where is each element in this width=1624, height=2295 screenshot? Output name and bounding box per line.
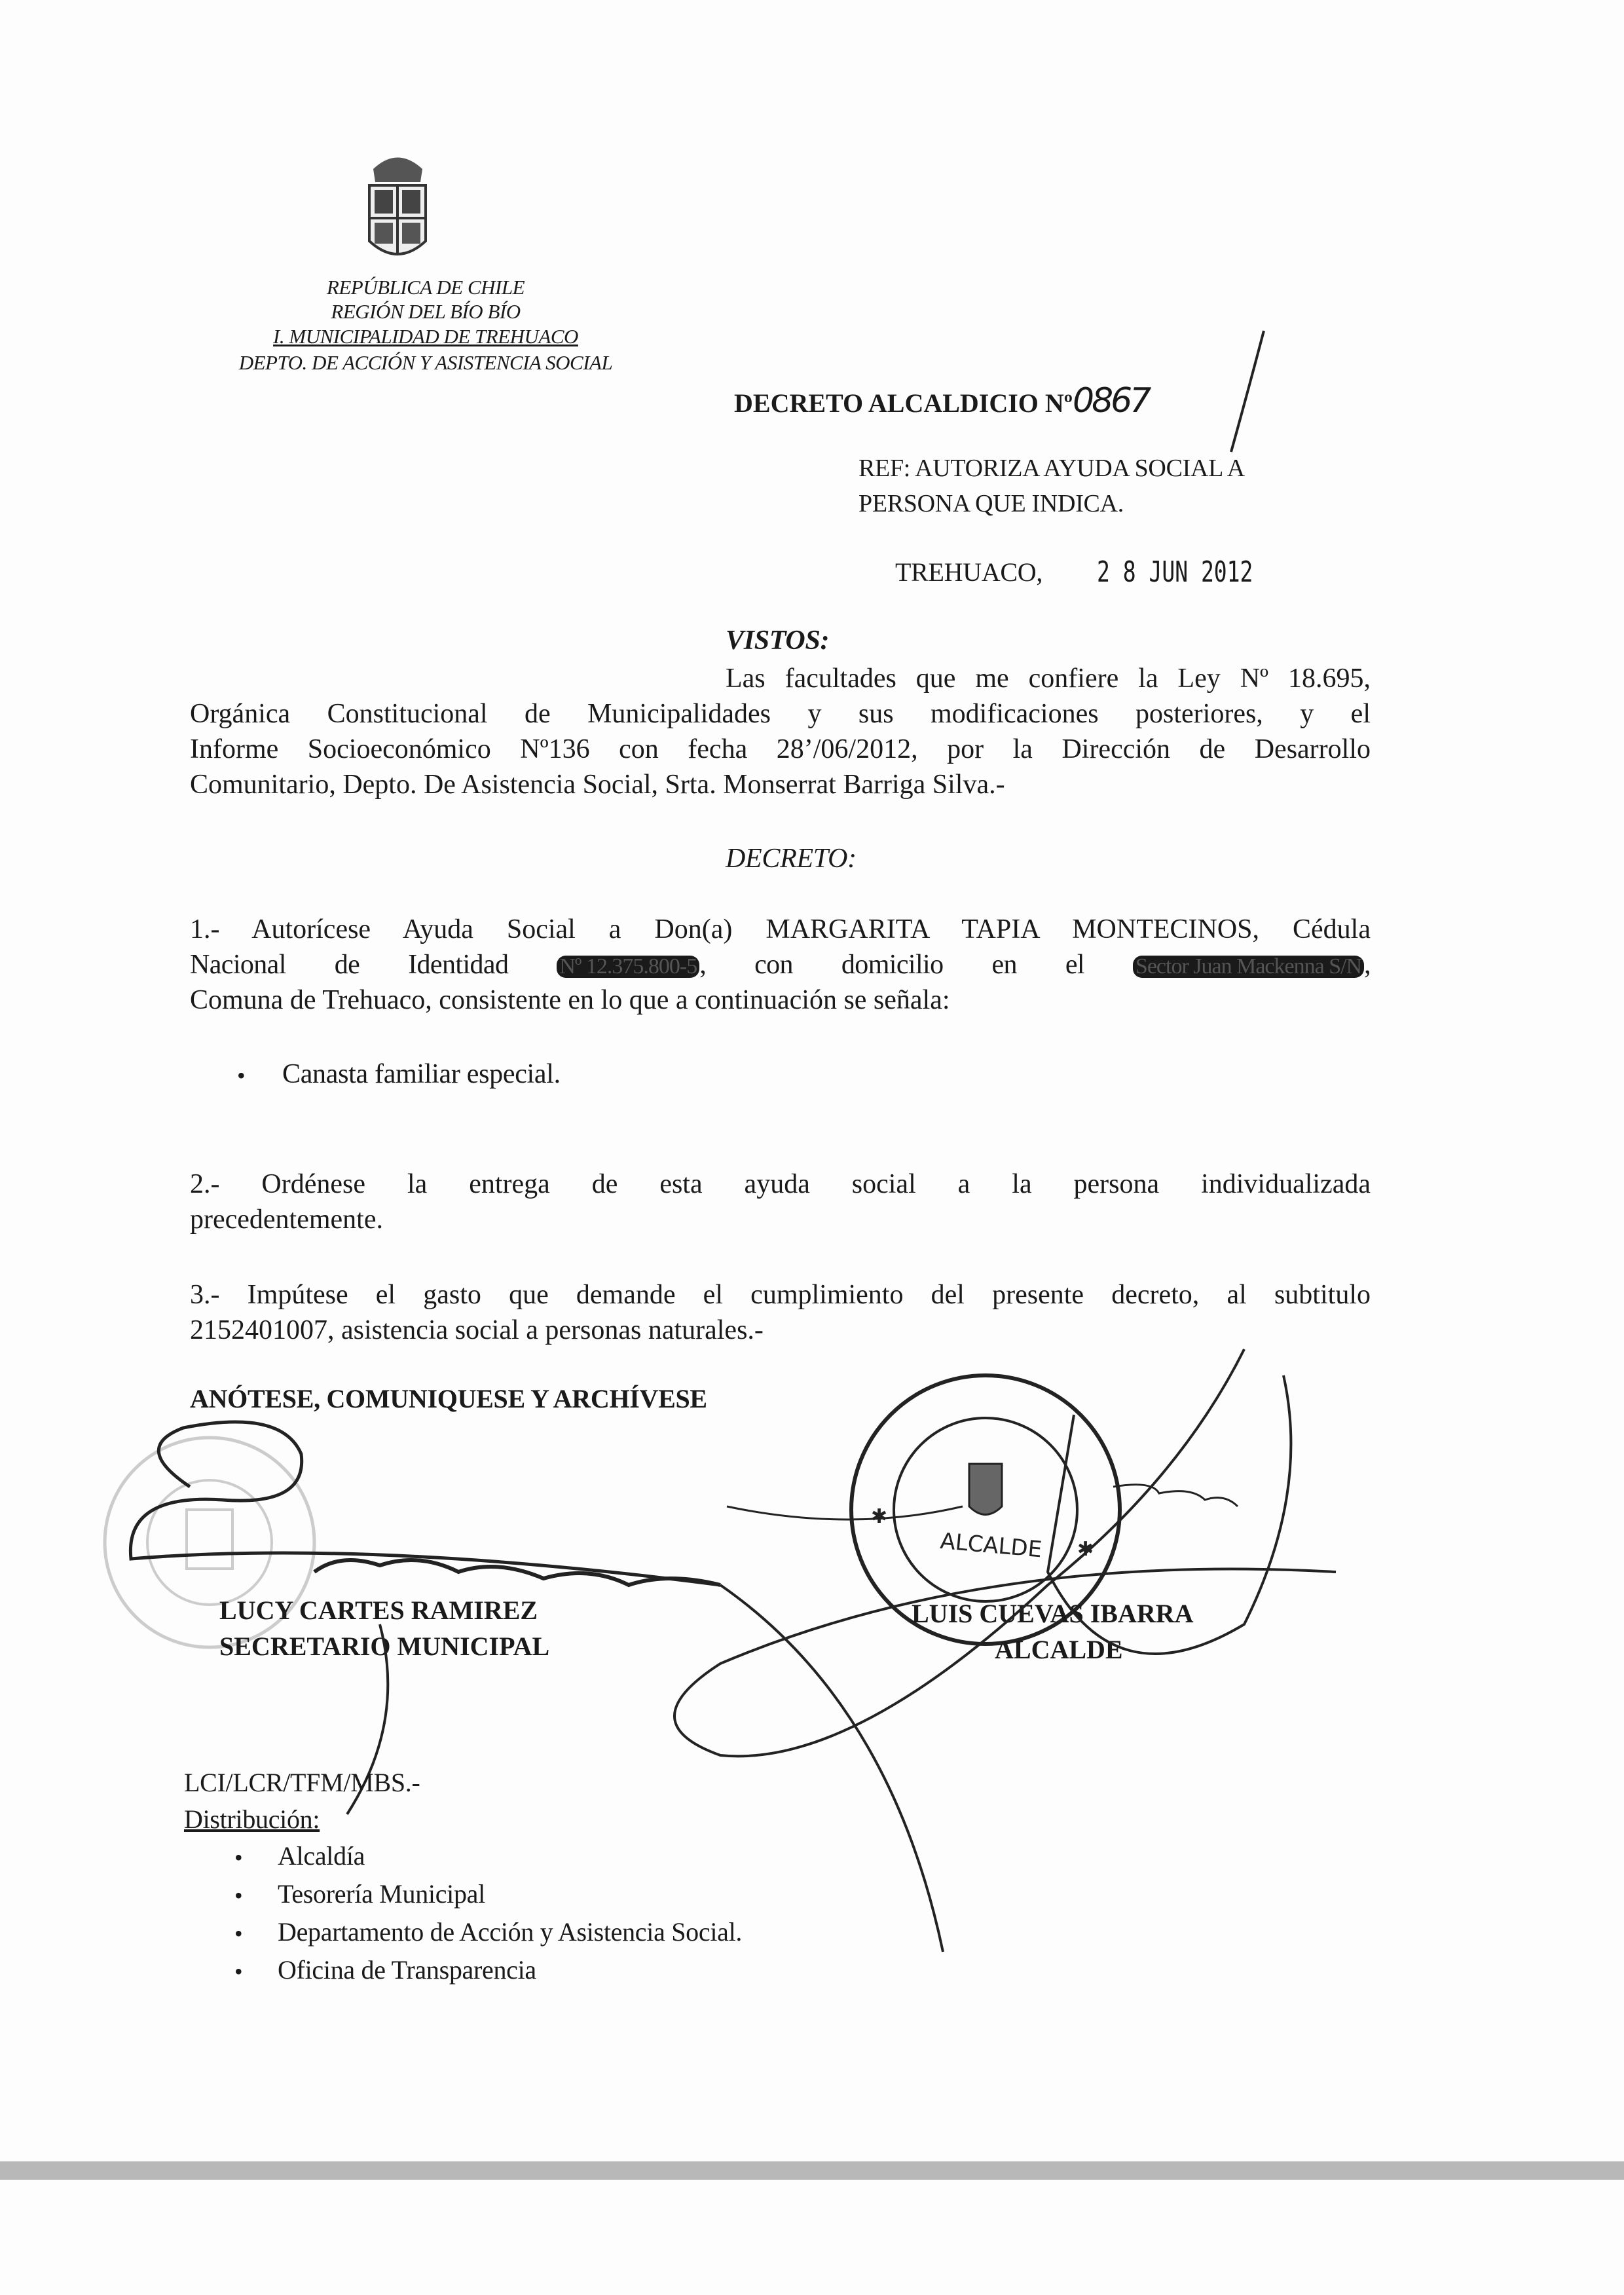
ref-line-2: PERSONA QUE INDICA. <box>858 490 1124 517</box>
vistos-line: Comunitario, Depto. De Asistencia Social, Srta. Monserrat Barriga Silva.- <box>190 770 1005 800</box>
handwritten-signatures <box>0 1297 1624 1991</box>
mayor-name: LUIS CUEVAS IBARRA <box>912 1599 1194 1628</box>
item1-text: , <box>1364 950 1371 980</box>
decree-title-label: DECRETO ALCALDICIO Nº <box>734 388 1073 418</box>
item3-line: 2152401007, asistencia social a personas naturales.- <box>190 1315 764 1345</box>
date-stamp: 2 8 JUN 2012 <box>1097 555 1253 589</box>
bullet-icon: • <box>234 1882 243 1909</box>
redacted-id: Nº 12.375.800-5 <box>557 956 699 978</box>
initials: LCI/LCR/TFM/MBS.- <box>184 1768 420 1797</box>
header-republic: REPÚBLICA DE CHILE <box>326 276 525 299</box>
svg-text:✱: ✱ <box>871 1506 888 1527</box>
item1-line: Comuna de Trehuaco, consistente en lo que a continuación se señala: <box>190 985 950 1015</box>
header-department: DEPTO. DE ACCIÓN Y ASISTENCIA SOCIAL <box>238 351 613 374</box>
vistos-heading: VISTOS: <box>726 625 830 656</box>
redacted-address: Sector Juan Mackenna S/N <box>1133 956 1364 978</box>
item1-line2 <box>190 949 1371 980</box>
bullet-icon: • <box>234 1920 243 1947</box>
distribution-item: Departamento de Acción y Asistencia Social. <box>278 1917 743 1947</box>
item1-text: Nacional de Identidad <box>190 950 509 980</box>
handwritten-slash-mark <box>1218 327 1270 458</box>
place: TREHUACO, <box>895 557 1043 587</box>
header-municipality: I. MUNICIPALIDAD DE TREHUACO <box>273 325 578 348</box>
stamp-center-text: ALCALDE <box>939 1527 1043 1563</box>
bullet-icon: • <box>237 1062 246 1089</box>
vistos-line: Orgánica Constitucional de Municipalidades y sus modificaciones posteriores, y el <box>190 699 1371 729</box>
item2-line: 2.- Ordénese la entrega de esta ayuda social a la persona individualizada <box>190 1169 1371 1199</box>
aid-item: Canasta familiar especial. <box>282 1059 561 1089</box>
distribution-item: Tesorería Municipal <box>278 1879 485 1909</box>
header-region: REGIÓN DEL BÍO BÍO <box>331 300 521 323</box>
distribution-label: Distribución: <box>184 1804 320 1834</box>
scan-edge-bar <box>0 2161 1624 2180</box>
decree-title <box>734 382 1149 422</box>
decree-number: 0867 <box>1073 381 1149 420</box>
mayor-role: ALCALDE <box>995 1635 1123 1664</box>
item1-line: 1.- Autorícese Ayuda Social a Don(a) MARGARITA TAPIA MONTECINOS, Cédula <box>190 914 1371 944</box>
decreto-heading: DECRETO: <box>726 844 857 874</box>
vistos-line: Informe Socioeconómico Nº136 con fecha 28’/06/2012, por la Dirección de Desarrollo <box>190 734 1371 764</box>
secretary-name: LUCY CARTES RAMIREZ <box>219 1595 538 1625</box>
distribution-item: Oficina de Transparencia <box>278 1955 536 1985</box>
bullet-icon: • <box>234 1844 243 1871</box>
vistos-line: Las facultades que me confiere la Ley Nº 18.695, <box>726 663 1371 694</box>
item1-text: , con domicilio en el <box>699 950 1084 980</box>
secretary-role: SECRETARIO MUNICIPAL <box>219 1632 550 1661</box>
ref-line-1: REF: AUTORIZA AYUDA SOCIAL A <box>858 455 1245 482</box>
item3-line: 3.- Impútese el gasto que demande el cumplimiento del presente decreto, al subtitulo <box>190 1280 1371 1310</box>
svg-text:✱: ✱ <box>1077 1539 1094 1560</box>
distribution-item: Alcaldía <box>278 1841 365 1871</box>
item2-line: precedentemente. <box>190 1204 383 1235</box>
municipal-crest-icon <box>360 149 435 267</box>
bullet-icon: • <box>234 1958 243 1985</box>
closing-formula: ANÓTESE, COMUNIQUESE Y ARCHÍVESE <box>190 1384 707 1413</box>
